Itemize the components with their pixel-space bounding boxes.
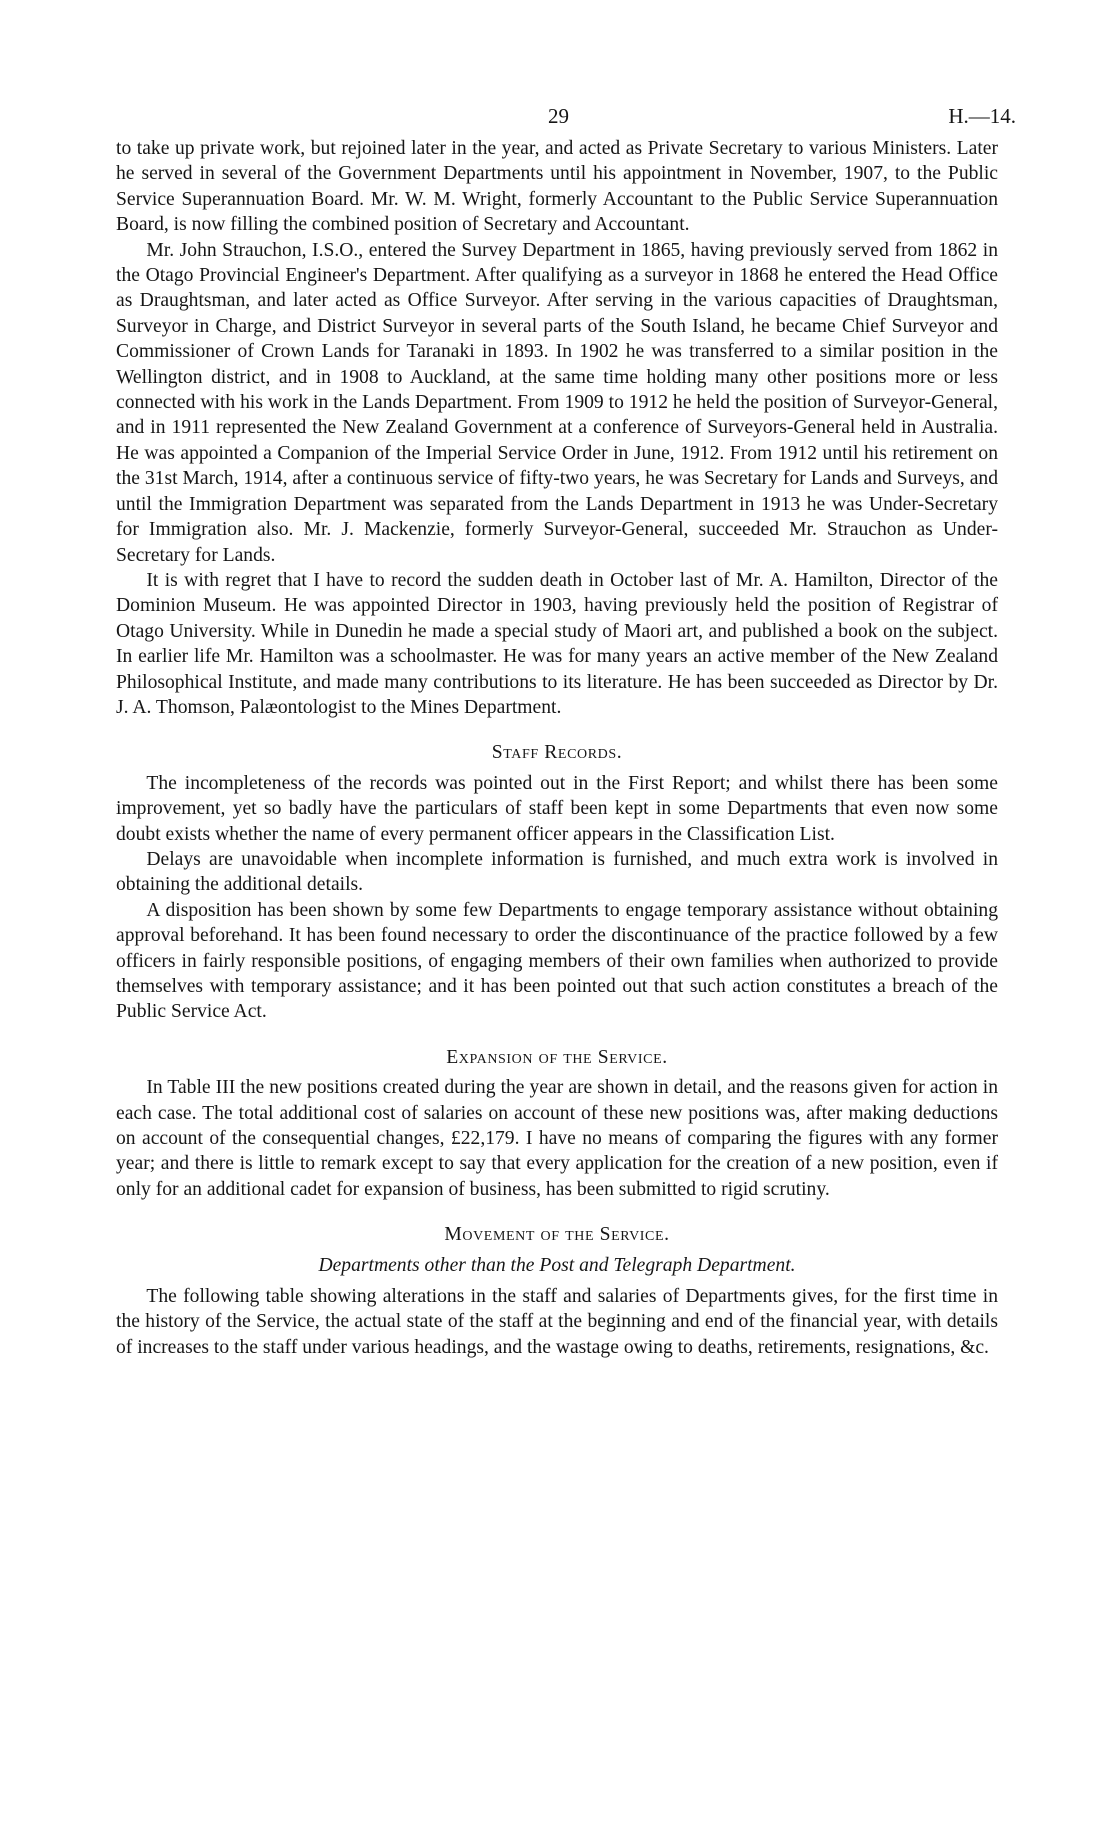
paragraph-continuation: to take up private work, but rejoined later in the year, and acted as Private Secretary to various Ministers. Later he served in several of the Government Departments until his appointment in November, 1907, to the Public Service Superannuation Board. Mr. W. M. Wright, formerly Accountant to the Public Service Superannuation Board, is now filling the combined position of Secretary and Accountant. — [116, 138, 998, 236]
subheading-departments: Departments other than the Post and Telegraph Department. — [318, 1254, 796, 1276]
heading-staff-records: Staff Records. — [491, 742, 623, 764]
body-text — [116, 136, 998, 1360]
heading-movement: Movement of the Service. — [444, 1224, 670, 1246]
paragraph-strauchon: Mr. John Strauchon, I.S.O., entered the Survey Department in 1865, having previously served from 1862 in the Otago Provincial Engineer's Department. After qualifying as a surveyor in 1868 he entered the Head Office as Draughtsman, and later acted as Office Surveyor. After serving in the various capacities of Draughtsman, Surveyor in Charge, and District Surveyor in several parts of the South Island, he became Chief Surveyor and Commissioner of Crown Lands for Taranaki in 1893. In 1902 he was transferred to a similar position in the Wellington district, and in 1908 to Auckland, at the same time holding many other positions more or less connected with his work in the Lands Department. From 1909 to 1912 he held the position of Surveyor-General, and in 1911 represented the New Zealand Government at a conference of Surveyors-General held in Australia. He was appointed a Companion of the Imperial Service Order in June, 1912. From 1912 until his retirement on the 31st March, 1914, after a continuous service of fifty-two years, he was Secretary for Lands and Surveys, and until the Immigration Department was separated from the Lands Department in 1913 he was Under-Secretary for Immigration also. Mr. J. Mackenzie, formerly Surveyor-General, succeeded Mr. Strauchon as Under-Secretary for Lands. — [116, 239, 998, 566]
page-number: 29 — [548, 104, 569, 128]
paragraph-delays: Delays are unavoidable when incomplete information is furnished, and much extra work is involved in obtaining the additional details. — [116, 848, 998, 896]
document-code: H.—14. — [948, 104, 1016, 128]
paragraph-hamilton: It is with regret that I have to record the sudden death in October last of Mr. A. Hamilton, Director of the Dominion Museum. He was appointed Director in 1903, having previously held the position of Registrar of Otago University. While in Dunedin he made a special study of Maori art, and published a book on the subject. In earlier life Mr. Hamilton was a schoolmaster. He was for many years an active member of the New Zealand Philosophical Institute, and made many contributions to its literature. He has been succeeded as Director by Dr. J. A. Thomson, Palæontologist to the Mines Department. — [116, 569, 998, 718]
paragraph-staff-table-intro: The following table showing alterations in the staff and salaries of Departments gives, for the first time in the history of the Service, the actual state of the staff at the beginning and end of the financial year, with details of increases to the staff under various headings, and the wastage owing to deaths, retirements, resignations, &c. — [116, 1286, 998, 1358]
heading-expansion: Expansion of the Service. — [446, 1046, 668, 1068]
paragraph-temporary-assistance: A disposition has been shown by some few Departments to engage temporary assistance without obtaining approval beforehand. It has been found necessary to order the discontinuance of the practice followed by a few officers in fairly responsible positions, of engaging members of their own families when authorized to provide themselves with temporary assistance; and it has been pointed out that such action constitutes a breach of the Public Service Act. — [116, 899, 998, 1023]
paragraph-new-positions: In Table III the new positions created during the year are shown in detail, and the reasons given for action in each case. The total additional cost of salaries on account of these new positions was, after making deductions on account of the consequential changes, £22,179. I have no means of comparing the figures with any former year; and there is little to remark except to say that every application for the creation of a new position, even if only for an additional cadet for expansion of business, has been submitted to rigid scrutiny. — [116, 1077, 998, 1200]
paragraph-records-incomplete: The incompleteness of the records was pointed out in the First Report; and whilst there has been some improvement, yet so badly have the particulars of staff been kept in some Departments that even now some doubt exists whether the name of every permanent officer appears in the Classification List. — [116, 772, 998, 845]
page-header — [0, 104, 1114, 130]
